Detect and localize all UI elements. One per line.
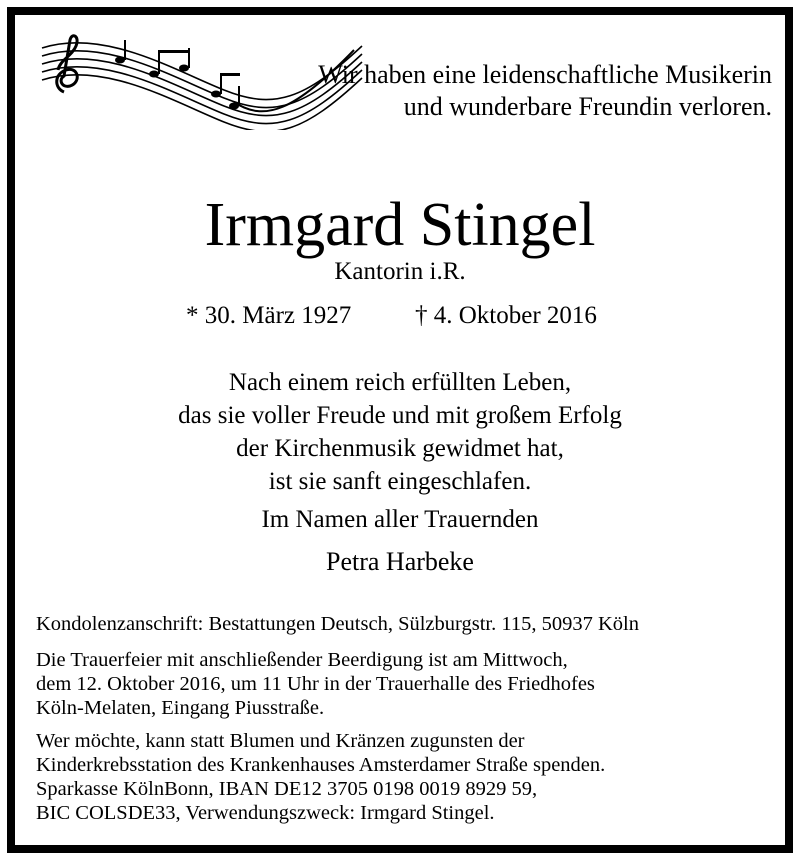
memorial-verse bbox=[0, 366, 800, 498]
death-date: † 4. Oktober 2016 bbox=[415, 302, 597, 329]
intro-line-2: und wunderbare Freundin verloren. bbox=[403, 92, 772, 121]
donation-info bbox=[36, 729, 766, 825]
intro-text bbox=[318, 59, 772, 123]
funeral-line: Köln-Melaten, Eingang Piusstraße. bbox=[36, 697, 325, 719]
funeral-line: Die Trauerfeier mit anschließender Beerdigung ist am Mittwoch, bbox=[36, 649, 568, 671]
intro-line-1: Wir haben eine leidenschaftliche Musikerin bbox=[318, 60, 772, 89]
verse-line: das sie voller Freude und mit großem Erfolg bbox=[178, 402, 622, 429]
verse-line: der Kirchenmusik gewidmet hat, bbox=[236, 435, 564, 462]
condolence-address bbox=[36, 612, 766, 636]
music-staff-icon bbox=[24, 30, 364, 130]
condolence-line: Kondolenzanschrift: Bestattungen Deutsch, Sülzburgstr. 115, 50937 Köln bbox=[36, 613, 639, 635]
verse-line: ist sie sanft eingeschlafen. bbox=[268, 468, 532, 495]
donation-line: BIC COLSDE33, Verwendungszweck: Irmgard Stingel. bbox=[36, 802, 495, 824]
deceased-title: Kantorin i.R. bbox=[334, 258, 466, 285]
deceased-name: Irmgard Stingel bbox=[204, 191, 596, 259]
funeral-info bbox=[36, 648, 766, 720]
mourners-label: Im Namen aller Trauernden bbox=[261, 506, 539, 533]
donation-line: Sparkasse KölnBonn, IBAN DE12 3705 0198 0019 8929 59, bbox=[36, 778, 538, 800]
donation-line: Kinderkrebsstation des Krankenhauses Amsterdamer Straße spenden. bbox=[36, 754, 606, 776]
signer-name: Petra Harbeke bbox=[326, 547, 474, 576]
funeral-line: dem 12. Oktober 2016, um 11 Uhr in der Trauerhalle des Friedhofes bbox=[36, 673, 595, 695]
donation-line: Wer möchte, kann statt Blumen und Kränzen zugunsten der bbox=[36, 730, 525, 752]
verse-line: Nach einem reich erfüllten Leben, bbox=[228, 369, 572, 396]
birth-date: * 30. März 1927 bbox=[186, 302, 352, 329]
